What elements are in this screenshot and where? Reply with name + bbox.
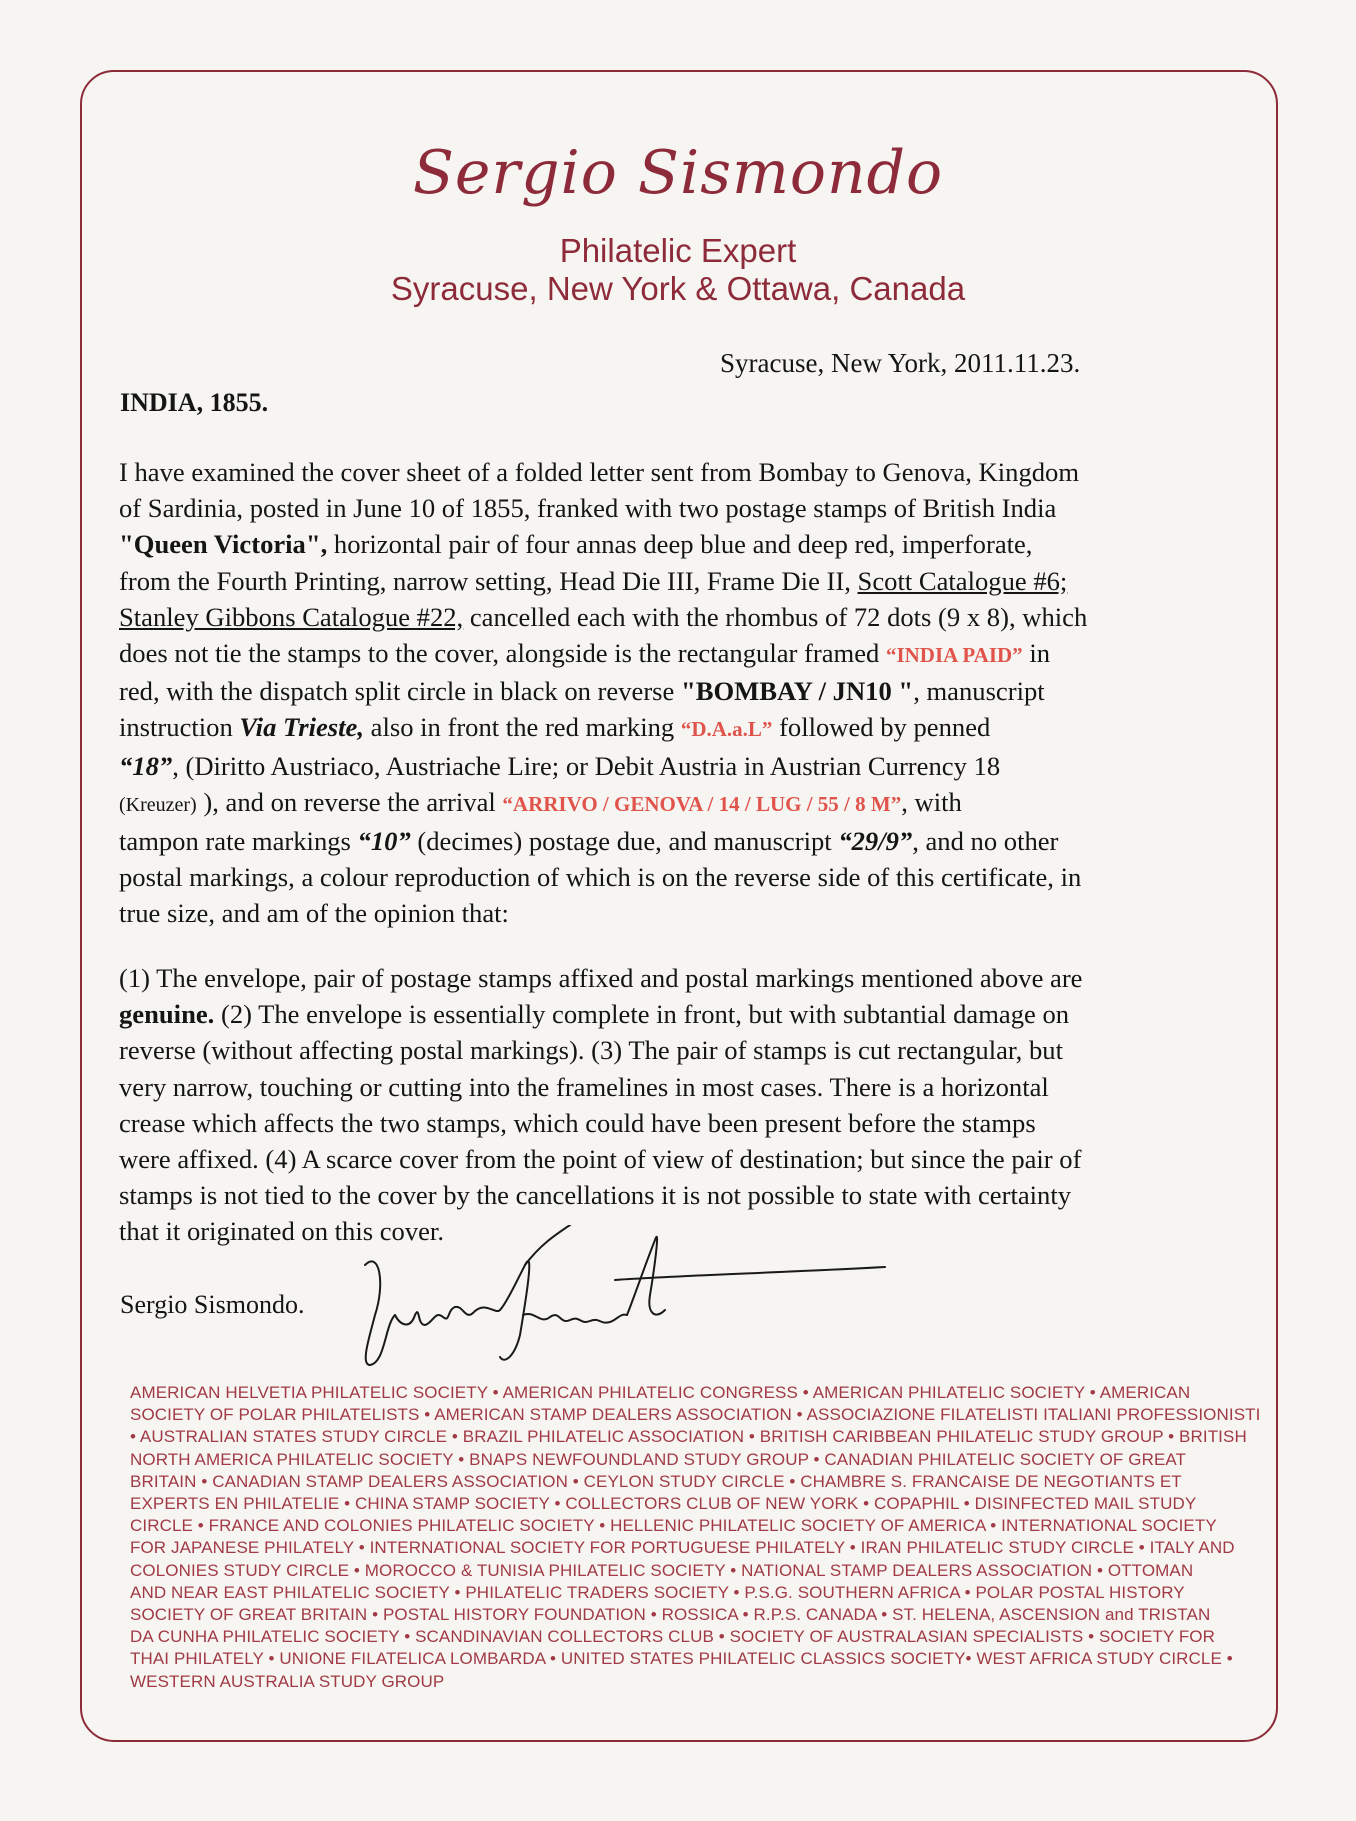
society-line: DA CUNHA PHILATELIC SOCIETY • SCANDINAVIAN COLLECTORS CLUB • SOCIETY OF AUSTRALASIAN SPECIALISTS • SOCIETY FOR [130,1627,1216,1647]
text-line: "Queen Victoria", horizontal pair of four annas deep blue and deep red, imperforate, [119,529,1033,560]
society-line: COLONIES STUDY CIRCLE • MOROCCO & TUNISIA PHILATELIC SOCIETY • NATIONAL STAMP DEALERS ASSOCIATION • OTTOMAN [130,1560,1194,1580]
text-line: crease which affects the two stamps, which could have been present before the stamps [119,1107,1036,1138]
text-line: that it originated on this cover. [119,1216,444,1247]
text-line: true size, and am of the opinion that: [119,898,509,929]
society-line: AMERICAN HELVETIA PHILATELIC SOCIETY • AMERICAN PHILATELIC CONGRESS • AMERICAN PHILATELIC SOCIETY • AMERICAN [130,1383,1191,1402]
via-trieste-instruction: Via Trieste, [239,712,364,743]
handwritten-signature [355,1225,915,1385]
penned-18: “18” [119,750,173,781]
text-line: (Kreuzer) ), and on reverse the arrival “ARRIVO / GENOVA / 14 / LUG / 55 / 8 M”, with [119,786,962,817]
text-line: red, with the dispatch split circle in black on reverse "BOMBAY / JN10 ", manuscript [119,676,1045,707]
stamp-name: "Queen Victoria", [119,529,328,560]
bombay-marking: "BOMBAY / JN10 " [680,676,914,707]
date-line: Syracuse, New York, 2011.11.23. [720,348,1081,378]
society-line: EXPERTS EN PHILATELIE • CHINA STAMP SOCIETY • COLLECTORS CLUB OF NEW YORK • COPAPHIL • DISINFECTED MAIL STUDY [130,1494,1197,1514]
arrivo-genova-marking: “ARRIVO / GENOVA / 14 / LUG / 55 / 8 M” [502,791,902,816]
society-line: AND NEAR EAST PHILATELIC SOCIETY • PHILATELIC TRADERS SOCIETY • P.S.G. SOUTHERN AFRICA • POLAR POSTAL HISTORY [130,1582,1185,1602]
society-line: SOCIETY OF POLAR PHILATELISTS • AMERICAN STAMP DEALERS ASSOCIATION • ASSOCIAZIONE FILATELISTI ITALIANI PROFESSIONISTI [130,1405,1261,1425]
opinion-paragraph [119,960,1244,1250]
letterhead-locations: Syracuse, New York & Ottawa, Canada [390,270,966,307]
scott-catalogue-ref: Scott Catalogue #6; [857,565,1068,596]
rate-marking-10: “10” [357,826,411,857]
india-paid-marking: “INDIA PAID” [885,643,1023,668]
genuine-verdict: genuine. [119,999,215,1030]
society-line: WESTERN AUSTRALIA STUDY GROUP [130,1671,445,1691]
society-line: SOCIETY OF GREAT BRITAIN • POSTAL HISTORY FOUNDATION • ROSSICA • R.P.S. CANADA • ST. HELENA, ASCENSION and TRISTAN [130,1605,1211,1625]
society-line: THAI PHILATELY • UNIONE FILATELICA LOMBARDA • UNITED STATES PHILATELIC CLASSICS SOCIETY• WEST AFRICA STUDY CIRCLE • [130,1649,1233,1669]
manuscript-29-9: “29/9” [838,826,913,857]
examination-paragraph [119,454,1244,932]
society-memberships [130,1382,1261,1693]
text-line: of Sardinia, posted in June 10 of 1855, franked with two postage stamps of British India [119,493,1057,524]
text-line: stamps is not tied to the cover by the cancellations it is not possible to state with certainty [119,1180,1072,1211]
text-line: tampon rate markings “10” (decimes) postage due, and manuscript “29/9”, and no other [119,826,1059,857]
text-line: genuine. (2) The envelope is essentially complete in front, but with subtantial damage on [119,999,1070,1030]
text-line: were affixed. (4) A scarce cover from the point of view of destination; but since the pair of [119,1144,1082,1175]
letterhead-name: Sergio Sismondo [412,138,944,208]
sg-catalogue-ref: Stanley Gibbons Catalogue #22, [119,601,464,632]
society-line: FOR JAPANESE PHILATELY • INTERNATIONAL SOCIETY FOR PORTUGUESE PHILATELY • IRAN PHILATELIC STUDY CIRCLE • ITALY AND [130,1538,1235,1558]
text-line: postal markings, a colour reproduction of which is on the reverse side of this certificate, in [119,862,1082,893]
daal-marking: “D.A.a.L” [680,717,773,742]
text-line: reverse (without affecting postal markings). (3) The pair of stamps is cut rectangular, but [119,1035,1063,1066]
certificate-heading: INDIA, 1855. [120,388,269,417]
text-line: “18”, (Diritto Austriaco, Austriache Lire; or Debit Austria in Austrian Currency 18 [119,750,1001,781]
text-line: Stanley Gibbons Catalogue #22, cancelled each with the rhombus of 72 dots (9 x 8), which [119,601,1088,632]
text-line: from the Fourth Printing, narrow setting, Head Die III, Frame Die II, Scott Catalogue #6; [119,565,1068,596]
text-line: does not tie the stamps to the cover, alongside is the rectangular framed “INDIA PAID” in [119,638,1051,669]
text-line: (1) The envelope, pair of postage stamps affixed and postal markings mentioned above are [119,963,1083,993]
text-line: very narrow, touching or cutting into the framelines in most cases. There is a horizontal [119,1071,1049,1102]
signatory-name: Sergio Sismondo. [120,1290,305,1319]
text-line: instruction Via Trieste, also in front the red marking “D.A.a.L” followed by penned [119,712,991,743]
text-line: I have examined the cover sheet of a folded letter sent from Bombay to Genova, Kingdom [119,457,1080,487]
society-line: CIRCLE • FRANCE AND COLONIES PHILATELIC SOCIETY • HELLENIC PHILATELIC SOCIETY OF AMERICA • INTERNATIONAL SOCIETY [130,1516,1217,1536]
society-line: BRITAIN • CANADIAN STAMP DEALERS ASSOCIATION • CEYLON STUDY CIRCLE • CHAMBRE S. FRANCAISE DE NEGOTIANTS ET [130,1471,1182,1491]
society-line: NORTH AMERICA PHILATELIC SOCIETY • BNAPS NEWFOUNDLAND STUDY GROUP • CANADIAN PHILATELIC SOCIETY OF GREAT [130,1449,1187,1469]
letterhead-title: Philatelic Expert [559,232,797,269]
society-line: • AUSTRALIAN STATES STUDY CIRCLE • BRAZIL PHILATELIC ASSOCIATION • BRITISH CARIBBEAN PHILATELIC STUDY GROUP • BRITISH [130,1427,1247,1447]
